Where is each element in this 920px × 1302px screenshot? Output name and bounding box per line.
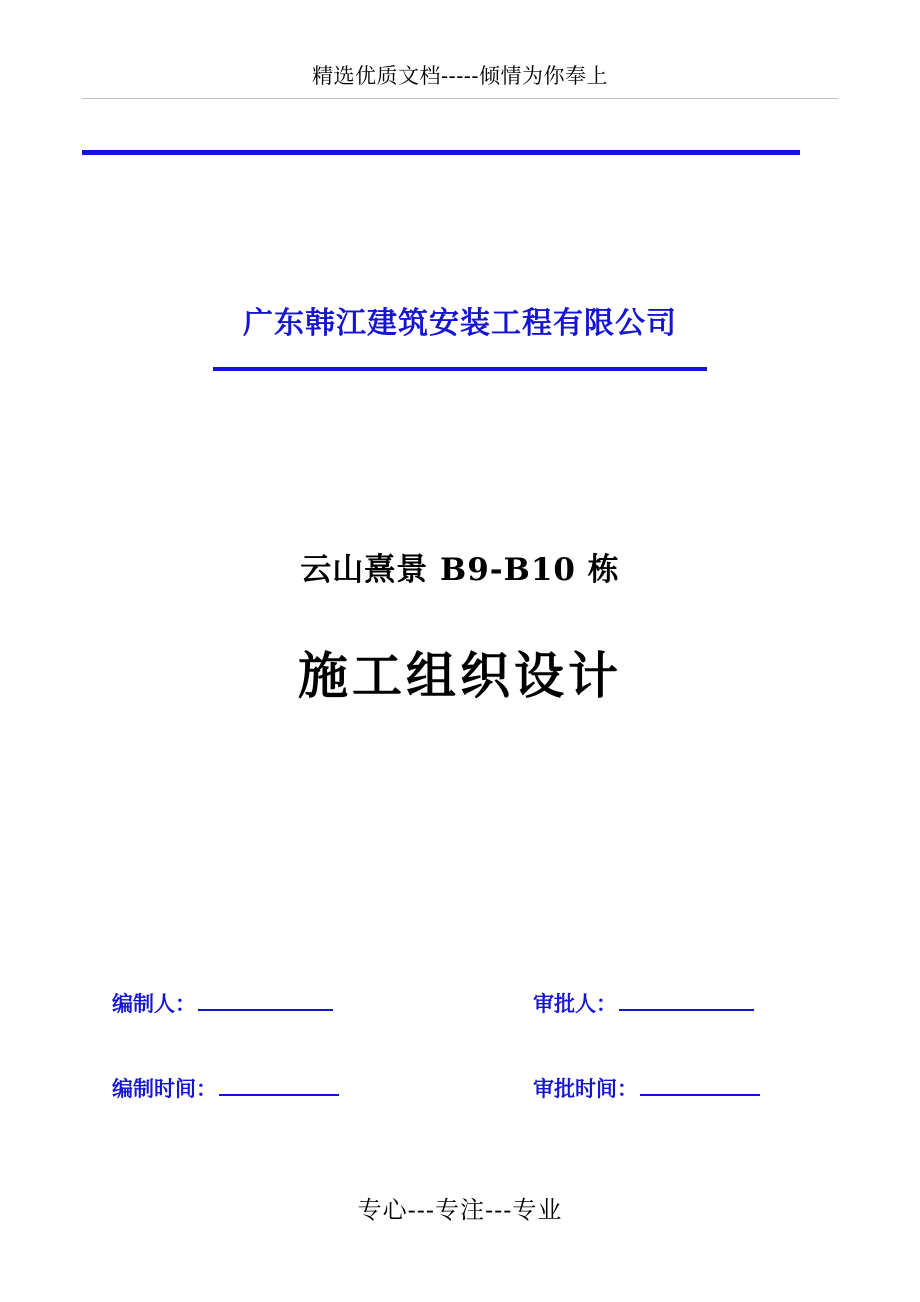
page-title: 施工组织设计 bbox=[298, 646, 622, 705]
signature-row-date bbox=[0, 1073, 920, 1107]
field-preparer-date[interactable] bbox=[112, 1073, 339, 1103]
footer-watermark-text: 专心---专注---专业 bbox=[357, 1196, 563, 1224]
field-approver-name-blank[interactable] bbox=[619, 989, 754, 1011]
field-approver-name[interactable] bbox=[533, 988, 754, 1018]
field-preparer-date-label: 编制时间： bbox=[112, 1076, 217, 1101]
field-preparer-name-label: 编制人： bbox=[112, 991, 196, 1016]
company-underline-rule bbox=[213, 367, 707, 371]
header-divider bbox=[82, 98, 838, 99]
header-watermark-text: 精选优质文档-----倾情为你奉上 bbox=[312, 64, 608, 88]
field-approver-date-label: 审批时间： bbox=[533, 1076, 638, 1101]
field-approver-date[interactable] bbox=[533, 1073, 760, 1103]
field-approver-date-blank[interactable] bbox=[640, 1074, 760, 1096]
field-preparer-name-blank[interactable] bbox=[198, 989, 333, 1011]
signature-row-preparer bbox=[0, 988, 920, 1022]
field-approver-name-label: 审批人： bbox=[533, 991, 617, 1016]
field-preparer-name[interactable] bbox=[112, 988, 333, 1018]
top-accent-rule bbox=[82, 150, 800, 155]
field-preparer-date-blank[interactable] bbox=[219, 1074, 339, 1096]
company-name: 广东韩江建筑安装工程有限公司 bbox=[243, 306, 677, 341]
project-title: 云山熹景 B9-B10 栋 bbox=[300, 552, 620, 588]
